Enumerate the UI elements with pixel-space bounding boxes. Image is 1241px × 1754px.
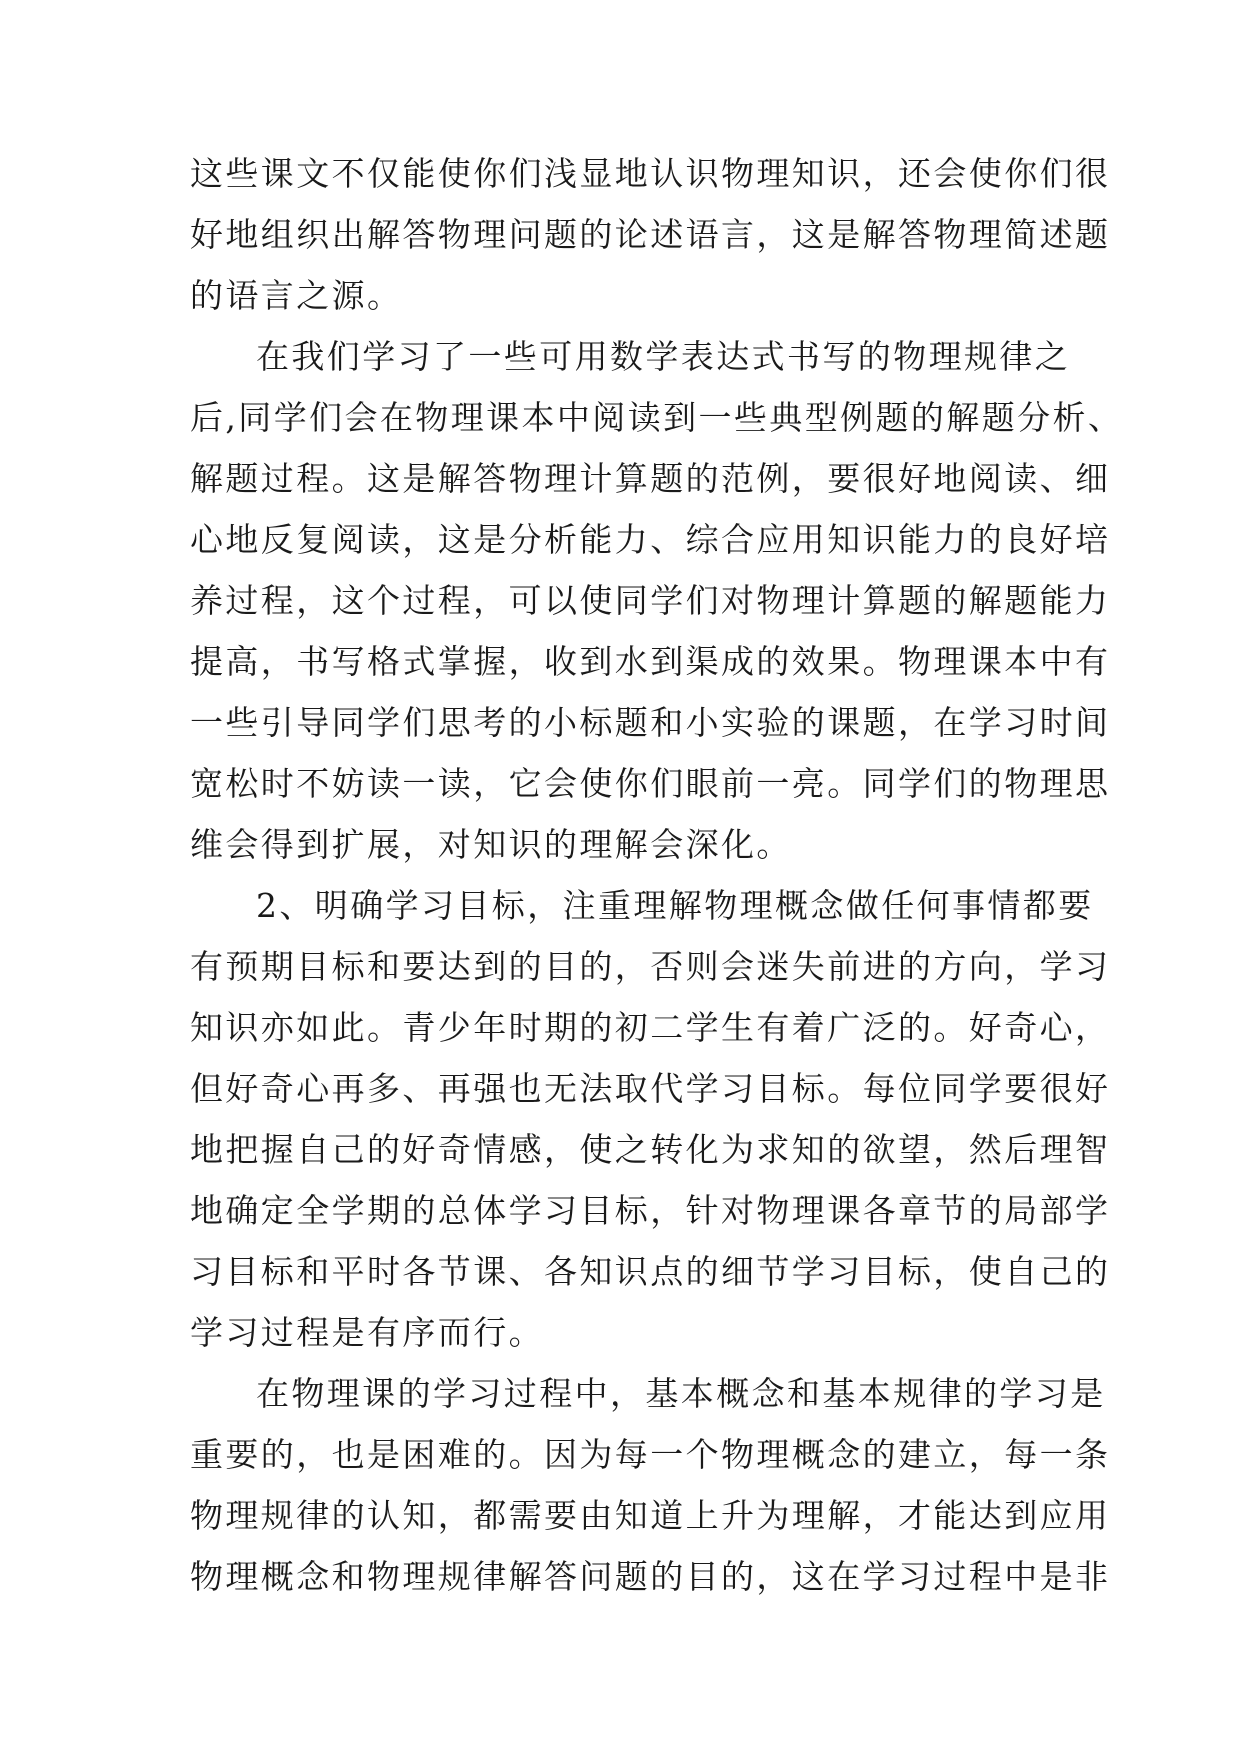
text-line: 有预期目标和要达到的目的，否则会迷失前进的方向，学习 <box>190 947 1111 986</box>
text-line: 维会得到扩展，对知识的理解会深化。 <box>190 825 792 864</box>
text-line: 地确定全学期的总体学习目标，针对物理课各章节的局部学 <box>190 1191 1111 1230</box>
text-line: 解题过程。这是解答物理计算题的范例，要很好地阅读、细 <box>190 459 1111 498</box>
text-line: 好地组织出解答物理问题的论述语言，这是解答物理简述题 <box>190 215 1111 254</box>
text-line: 学习过程是有序而行。 <box>190 1313 544 1352</box>
text-line: 心地反复阅读，这是分析能力、综合应用知识能力的良好培 <box>190 520 1111 559</box>
text-line: 但好奇心再多、再强也无法取代学习目标。每位同学要很好 <box>190 1069 1111 1108</box>
document-body <box>190 143 1124 1607</box>
text-line: 宽松时不妨读一读，它会使你们眼前一亮。同学们的物理思 <box>190 764 1111 803</box>
text-line: 的语言之源。 <box>190 276 403 315</box>
text-line: 重要的，也是困难的。因为每一个物理概念的建立，每一条 <box>190 1435 1111 1474</box>
text-line: 提高，书写格式掌握，收到水到渠成的效果。物理课本中有 <box>190 642 1111 681</box>
paragraph-start-line: 2、明确学习目标，注重理解物理概念做任何事情都要 <box>256 886 1094 925</box>
text-line: 物理规律的认知，都需要由知道上升为理解，才能达到应用 <box>190 1496 1111 1535</box>
paragraph-start-line: 在物理课的学习过程中，基本概念和基本规律的学习是 <box>256 1374 1106 1413</box>
text-line: 一些引导同学们思考的小标题和小实验的课题，在学习时间 <box>190 703 1111 742</box>
text-line: 习目标和平时各节课、各知识点的细节学习目标，使自己的 <box>190 1252 1111 1291</box>
text-line: 这些课文不仅能使你们浅显地认识物理知识，还会使你们很 <box>190 154 1111 193</box>
text-line: 养过程，这个过程，可以使同学们对物理计算题的解题能力 <box>190 581 1111 620</box>
text-line: 后,同学们会在物理课本中阅读到一些典型例题的解题分析、 <box>190 398 1124 437</box>
text-line: 物理概念和物理规律解答问题的目的，这在学习过程中是非 <box>190 1557 1111 1596</box>
text-line: 知识亦如此。青少年时期的初二学生有着广泛的。好奇心， <box>190 1008 1111 1047</box>
paragraph-start-line: 在我们学习了一些可用数学表达式书写的物理规律之 <box>256 337 1071 376</box>
text-line: 地把握自己的好奇情感，使之转化为求知的欲望，然后理智 <box>190 1130 1111 1169</box>
